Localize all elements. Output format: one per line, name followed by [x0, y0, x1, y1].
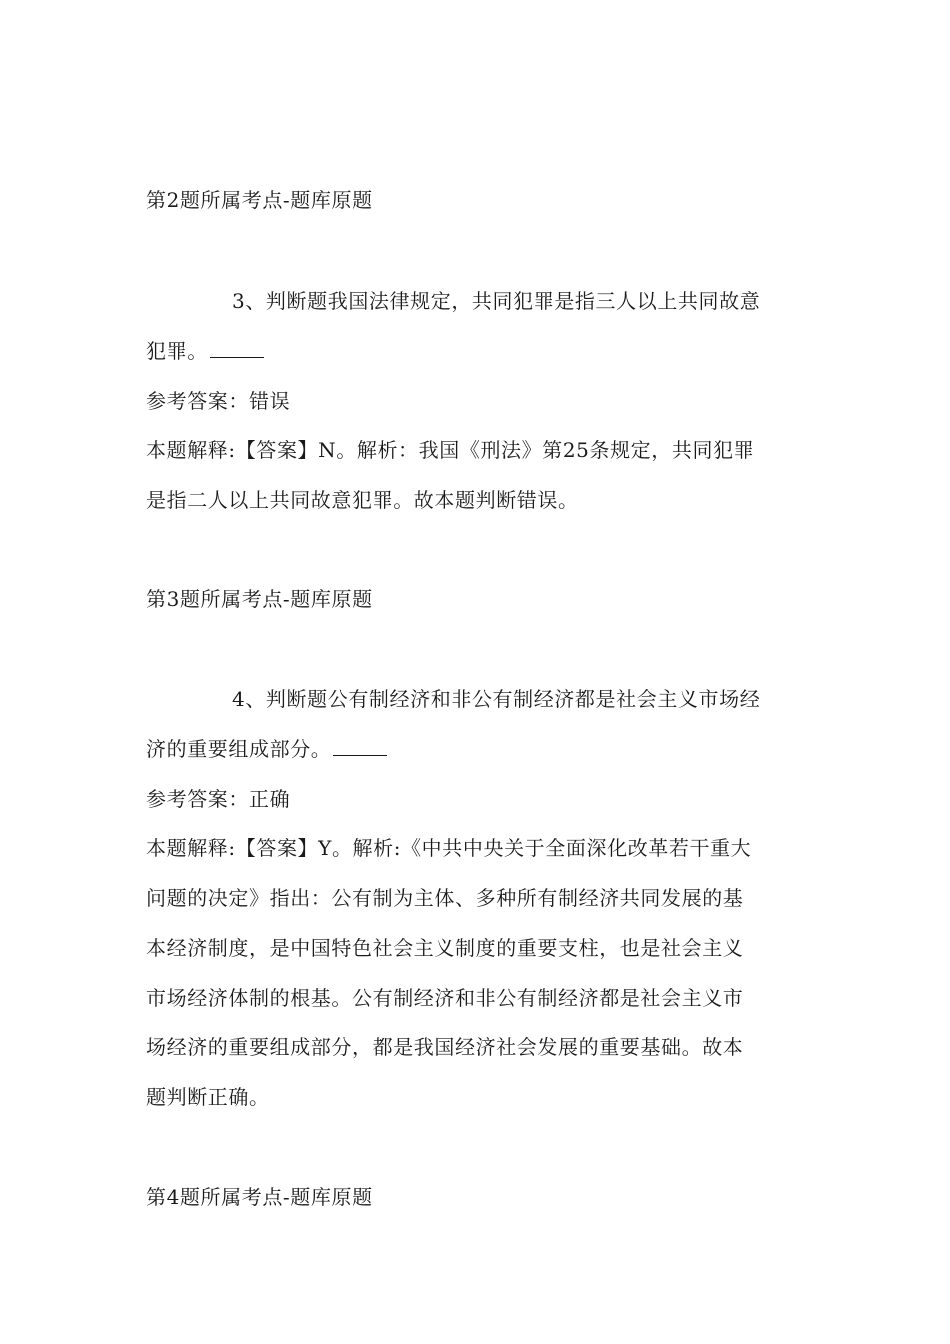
question-3-line-2-text: 犯罪。	[146, 339, 208, 363]
question-4-explanation-line-3: 本经济制度，是中国特色社会主义制度的重要支柱，也是社会主义	[146, 936, 744, 960]
question-3-explanation-line-2: 是指二人以上共同故意犯罪。故本题判断错误。	[146, 488, 579, 512]
section-label-4: 第4题所属考点-题库原题	[146, 1185, 373, 1209]
question-4-line-1: 4、判断题公有制经济和非公有制经济都是社会主义市场经	[232, 687, 761, 711]
question-4-explanation-line-1: 本题解释:【答案】Y。解析:《中共中央关于全面深化改革若干重大	[146, 836, 752, 860]
question-4-line-2	[146, 736, 387, 762]
question-3-line-2	[146, 338, 264, 364]
question-4-explanation-line-6: 题判断正确。	[146, 1085, 270, 1109]
section-label-2: 第2题所属考点-题库原题	[146, 188, 373, 212]
question-3-line-1: 3、判断题我国法律规定，共同犯罪是指三人以上共同故意	[232, 289, 761, 313]
question-3-answer: 参考答案：错误	[146, 389, 291, 413]
question-4-explanation-line-4: 市场经济体制的根基。公有制经济和非公有制经济都是社会主义市	[146, 986, 744, 1010]
question-4-line-2-text: 济的重要组成部分。	[146, 737, 332, 761]
answer-blank	[333, 737, 387, 756]
question-3-explanation-line-1: 本题解释:【答案】N。解析：我国《刑法》第25条规定，共同犯罪	[146, 438, 755, 462]
question-4-explanation-line-2: 问题的决定》指出：公有制为主体、多种所有制经济共同发展的基	[146, 886, 744, 910]
answer-blank	[210, 339, 264, 358]
section-label-3: 第3题所属考点-题库原题	[146, 587, 373, 611]
question-4-answer: 参考答案：正确	[146, 787, 291, 811]
question-4-explanation-line-5: 场经济的重要组成部分，都是我国经济社会发展的重要基础。故本	[146, 1035, 744, 1059]
